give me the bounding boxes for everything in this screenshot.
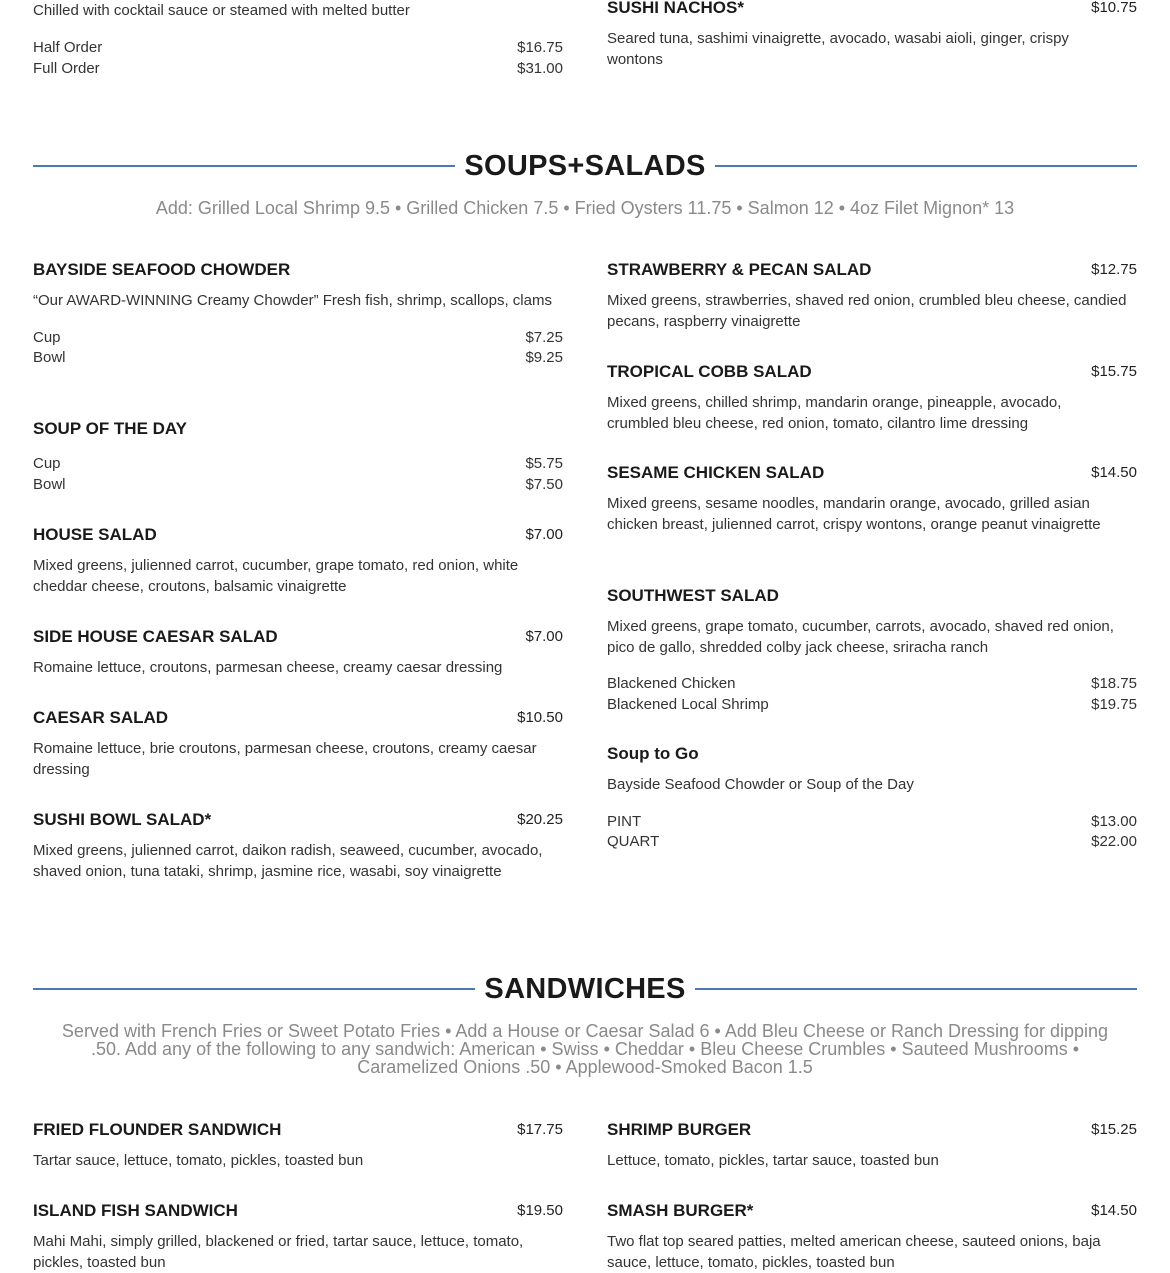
menu-item: [607, 361, 1137, 434]
option-row: [33, 38, 563, 59]
menu-item: [607, 585, 1137, 715]
item-title: SMASH BURGER*: [607, 1201, 754, 1220]
option-price: $7.50: [525, 475, 563, 493]
item-description: Mixed greens, julienned carrot, cucumber, grape tomato, red onion, white cheddar cheese, croutons, balsamic vinaigrette: [33, 557, 519, 595]
option-price: $18.75: [1091, 675, 1137, 692]
option-price: $22.00: [1091, 833, 1137, 850]
item-price: $7.00: [525, 628, 563, 645]
item-title: SOUTHWEST SALAD: [607, 586, 779, 605]
option-price: $31.00: [517, 59, 563, 77]
menu-item: [33, 524, 563, 597]
option-row: [33, 348, 563, 369]
item-title: HOUSE SALAD: [33, 525, 157, 544]
menu-item: [33, 1200, 563, 1273]
item-description: “Our AWARD-WINNING Creamy Chowder” Fresh fish, shrimp, scallops, clams: [33, 292, 552, 309]
item-price: $17.75: [517, 1121, 563, 1138]
option-label: QUART: [607, 833, 660, 850]
item-title: SESAME CHICKEN SALAD: [607, 463, 825, 482]
option-row: [33, 59, 563, 80]
section-title: SANDWICHES: [484, 972, 686, 1005]
item-title: SOUP OF THE DAY: [33, 419, 187, 438]
item-price: $14.50: [1091, 464, 1137, 481]
item-price: $19.50: [517, 1202, 563, 1219]
menu-item: [33, 707, 563, 780]
item-description: Mahi Mahi, simply grilled, blackened or fried, tartar sauce, lettuce, tomato, pickles, toasted bun: [33, 1233, 524, 1271]
option-price: $9.25: [525, 349, 563, 366]
menu-item: [33, 259, 563, 369]
item-description: Mixed greens, sesame noodles, mandarin orange, avocado, grilled asian chicken breast, julienned carrot, crispy wontons, orange peanut vinaigrette: [607, 495, 1101, 533]
item-description: Romaine lettuce, croutons, parmesan cheese, creamy caesar dressing: [33, 659, 503, 676]
option-label: Cup: [33, 455, 61, 472]
menu-item: [33, 626, 563, 679]
menu-item: [607, 1119, 1137, 1172]
subtitle-line: .50. Add any of the following to any sandwich: American • Swiss • Cheddar • Bleu Cheese Crumbles • Sauteed Mushrooms •: [90, 1039, 1079, 1059]
item-description: Lettuce, tomato, pickles, tartar sauce, toasted bun: [607, 1152, 939, 1169]
heading-rule: [33, 165, 455, 167]
item-description: Bayside Seafood Chowder or Soup of the Day: [607, 776, 914, 793]
soup-to-go-item: [607, 743, 1137, 853]
menu-item: [607, 1200, 1137, 1273]
subtitle-line: Served with French Fries or Sweet Potato Fries • Add a House or Caesar Salad 6 • Add Bleu Cheese or Ranch Dressing for dipping: [61, 1021, 1109, 1041]
option-row: [607, 695, 1137, 716]
option-label: Bowl: [33, 349, 66, 366]
item-title: BAYSIDE SEAFOOD CHOWDER: [33, 260, 291, 279]
section-heading-sandwiches: [33, 972, 1137, 1006]
heading-rule: [715, 165, 1137, 167]
item-price: $10.50: [517, 709, 563, 726]
item-title: SUSHI BOWL SALAD*: [33, 810, 212, 829]
item-description: Romaine lettuce, brie croutons, parmesan cheese, croutons, creamy caesar dressing: [33, 740, 537, 778]
option-label: Blackened Chicken: [607, 675, 736, 692]
item-title: ISLAND FISH SANDWICH: [33, 1201, 238, 1220]
option-price: $19.75: [1091, 695, 1137, 713]
item-title: SHRIMP BURGER: [607, 1120, 752, 1139]
option-price: $13.00: [1091, 812, 1137, 830]
option-label: Blackened Local Shrimp: [607, 695, 769, 713]
item-price: $20.25: [517, 811, 563, 828]
item-price: $15.75: [1091, 363, 1137, 380]
option-price: $7.25: [525, 328, 563, 346]
option-label: Cup: [33, 328, 61, 346]
section-subtitle: [33, 1022, 1137, 1076]
option-price: $16.75: [517, 39, 563, 56]
item-title: CAESAR SALAD: [33, 708, 169, 727]
option-row: [33, 475, 563, 496]
menu-item: [33, 809, 563, 882]
item-description: Seared tuna, sashimi vinaigrette, avocado, wasabi aioli, ginger, crispy wontons: [607, 30, 1069, 68]
item-title: Soup to Go: [607, 744, 699, 763]
item-description: Mixed greens, chilled shrimp, mandarin orange, pineapple, avocado, crumbled bleu cheese, red onion, tomato, cilantro lime dressing: [607, 394, 1062, 432]
item-title: STRAWBERRY & PECAN SALAD: [607, 260, 872, 279]
item-price: $10.75: [1091, 0, 1137, 16]
option-row: [607, 812, 1137, 833]
item-description: Tartar sauce, lettuce, tomato, pickles, toasted bun: [33, 1152, 364, 1169]
item-price: $14.50: [1091, 1202, 1137, 1219]
item-price: $15.25: [1091, 1121, 1137, 1138]
item-title: FRIED FLOUNDER SANDWICH: [33, 1120, 282, 1139]
heading-rule: [33, 988, 475, 990]
option-row: [607, 674, 1137, 695]
option-row: [33, 454, 563, 475]
section-title: SOUPS+SALADS: [464, 149, 706, 182]
item-description: Mixed greens, grape tomato, cucumber, carrots, avocado, shaved red onion, pico de gallo, shredded colby jack cheese, sriracha ranch: [607, 618, 1114, 656]
item-description: Mixed greens, julienned carrot, daikon radish, seaweed, cucumber, avocado, shaved onion, tuna tataki, shrimp, jasmine rice, wasabi, soy vinaigrette: [33, 842, 543, 880]
item-price: $7.00: [525, 526, 563, 543]
item-title: SUSHI NACHOS*: [607, 0, 744, 17]
option-label: Full Order: [33, 59, 100, 77]
item-title: SIDE HOUSE CAESAR SALAD: [33, 627, 278, 646]
item-title: TROPICAL COBB SALAD: [607, 362, 812, 381]
menu-item: [33, 418, 563, 495]
item-description: Mixed greens, strawberries, shaved red onion, crumbled bleu cheese, candied pecans, raspberry vinaigrette: [607, 292, 1127, 330]
option-label: Bowl: [33, 475, 66, 493]
option-row: [607, 832, 1137, 853]
subtitle-line: Caramelized Onions .50 • Applewood-Smoked Bacon 1.5: [357, 1057, 813, 1077]
heading-rule: [695, 988, 1137, 990]
item-price: $12.75: [1091, 261, 1137, 278]
section-subtitle: Add: Grilled Local Shrimp 9.5 • Grilled Chicken 7.5 • Fried Oysters 11.75 • Salmon 12 • 4oz Filet Mignon* 13: [155, 198, 1015, 218]
option-price: $5.75: [525, 455, 563, 472]
item-description: Two flat top seared patties, melted american cheese, sauteed onions, baja sauce, lettuce, tomato, pickles, toasted bun: [607, 1233, 1101, 1271]
option-row: [33, 328, 563, 349]
option-label: Half Order: [33, 39, 103, 56]
menu-item: [607, 462, 1137, 535]
item-description: Chilled with cocktail sauce or steamed with melted butter: [33, 2, 410, 19]
section-heading-soups-salads: [33, 149, 1137, 183]
menu-item: [607, 259, 1137, 332]
menu-item: [33, 1119, 563, 1172]
option-label: PINT: [607, 812, 642, 830]
